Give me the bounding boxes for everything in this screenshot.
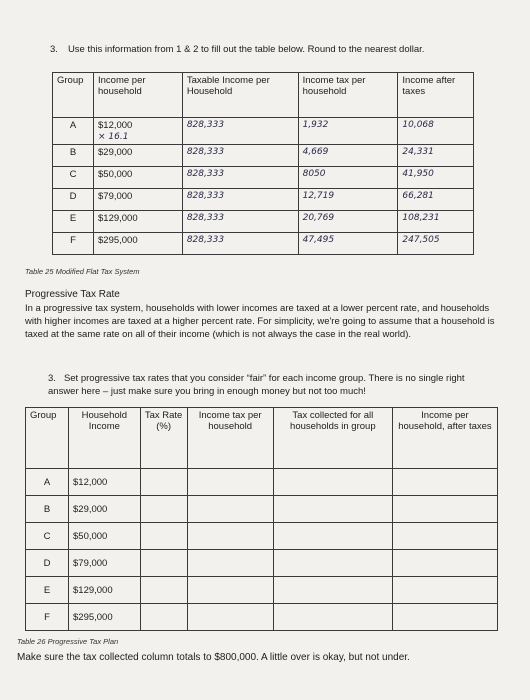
tax-cell[interactable] (187, 604, 273, 631)
group-cell: B (26, 496, 69, 523)
header-tax: Income tax per household (187, 408, 273, 469)
rate-cell[interactable] (140, 496, 187, 523)
income-cell (94, 118, 183, 145)
after-cell[interactable] (392, 496, 497, 523)
taxable-cell[interactable]: 828,333 (182, 211, 298, 233)
after-cell[interactable] (392, 550, 497, 577)
after-cell[interactable] (392, 577, 497, 604)
group-cell: E (53, 211, 94, 233)
after-cell[interactable] (392, 523, 497, 550)
header-income: Income per household (94, 73, 183, 118)
tax-cell[interactable]: 1,932 (298, 118, 398, 145)
table-26-caption: Table 26 Progressive Tax Plan (17, 637, 119, 646)
question-3-flat (50, 44, 424, 55)
rate-cell[interactable] (140, 604, 187, 631)
rate-cell[interactable] (140, 523, 187, 550)
taxable-cell[interactable]: 828,333 (182, 118, 298, 145)
group-cell: C (53, 167, 94, 189)
question-text: Set progressive tax rates that you consider “fair” for each income group. There is no single right answer here – just make sure you bring in enough money but not too much! (48, 373, 465, 397)
after-cell[interactable]: 24,331 (398, 145, 474, 167)
question-3-progressive (48, 372, 488, 398)
after-cell[interactable]: 41,950 (398, 167, 474, 189)
income-cell: $295,000 (69, 604, 141, 631)
table-row (53, 167, 474, 189)
table-row (26, 523, 498, 550)
tax-cell[interactable] (187, 496, 273, 523)
income-cell: $79,000 (69, 550, 141, 577)
table-row (53, 118, 474, 145)
table-row (26, 550, 498, 577)
taxable-cell[interactable]: 828,333 (182, 233, 298, 255)
taxable-cell[interactable]: 828,333 (182, 167, 298, 189)
tax-cell[interactable] (187, 550, 273, 577)
income-cell: $129,000 (94, 211, 183, 233)
collected-cell[interactable] (273, 604, 392, 631)
income-cell: $12,000 (69, 469, 141, 496)
header-tax: Income tax per household (298, 73, 398, 118)
table-row (53, 211, 474, 233)
header-group: Group (26, 408, 69, 469)
group-cell: A (53, 118, 94, 145)
tax-cell[interactable] (187, 469, 273, 496)
collected-cell[interactable] (273, 577, 392, 604)
tax-cell[interactable] (187, 577, 273, 604)
taxable-cell[interactable]: 828,333 (182, 189, 298, 211)
income-value: $12,000 (98, 120, 133, 131)
income-cell: $50,000 (69, 523, 141, 550)
header-taxable: Taxable Income per Household (182, 73, 298, 118)
tax-cell[interactable]: 47,495 (298, 233, 398, 255)
header-after: Income per household, after taxes (392, 408, 497, 469)
after-cell[interactable] (392, 469, 497, 496)
header-rate: Tax Rate (%) (140, 408, 187, 469)
group-cell: F (26, 604, 69, 631)
after-cell[interactable]: 108,231 (398, 211, 474, 233)
after-cell[interactable]: 10,068 (398, 118, 474, 145)
table-row (26, 577, 498, 604)
group-cell: C (26, 523, 69, 550)
rate-cell[interactable] (140, 577, 187, 604)
section-title: Progressive Tax Rate (25, 289, 120, 300)
tax-cell[interactable]: 8050 (298, 167, 398, 189)
tax-cell[interactable]: 12,719 (298, 189, 398, 211)
progressive-tax-table (25, 407, 498, 631)
income-cell: $295,000 (94, 233, 183, 255)
group-cell: B (53, 145, 94, 167)
after-cell[interactable] (392, 604, 497, 631)
section-paragraph: In a progressive tax system, households with lower incomes are taxed at a lower percent rate, and households with higher incomes are taxed at a higher percent rate. For simplicity, we're going to assume that a household is taxed at the same rate on all of their income (which is not always the case in the real world). (25, 303, 495, 340)
header-after: Income after taxes (398, 73, 474, 118)
collected-cell[interactable] (273, 469, 392, 496)
collected-cell[interactable] (273, 550, 392, 577)
header-collected: Tax collected for all households in group (273, 408, 392, 469)
table-row (26, 496, 498, 523)
tax-cell[interactable] (187, 523, 273, 550)
rate-cell[interactable] (140, 469, 187, 496)
group-cell: E (26, 577, 69, 604)
tax-cell[interactable]: 20,769 (298, 211, 398, 233)
income-cell: $129,000 (69, 577, 141, 604)
rate-cell[interactable] (140, 550, 187, 577)
income-cell: $79,000 (94, 189, 183, 211)
group-cell: D (53, 189, 94, 211)
table-25-caption: Table 25 Modified Flat Tax System (25, 267, 140, 276)
after-cell[interactable]: 66,281 (398, 189, 474, 211)
table-row (53, 189, 474, 211)
income-cell: $29,000 (69, 496, 141, 523)
taxable-cell[interactable]: 828,333 (182, 145, 298, 167)
collected-cell[interactable] (273, 496, 392, 523)
table-row (26, 604, 498, 631)
handwritten-note: × 16.1 (98, 132, 129, 142)
instruction-footer: Make sure the tax collected column totals to $800,000. A little over is okay, but not under. (17, 652, 410, 663)
table-header-row (26, 408, 498, 469)
group-cell: F (53, 233, 94, 255)
header-income: Household Income (69, 408, 141, 469)
table-row (53, 233, 474, 255)
header-group: Group (53, 73, 94, 118)
table-row (53, 145, 474, 167)
income-cell: $50,000 (94, 167, 183, 189)
group-cell: A (26, 469, 69, 496)
question-number: 3. (50, 44, 58, 55)
table-row (26, 469, 498, 496)
income-cell: $29,000 (94, 145, 183, 167)
table-header-row (53, 73, 474, 118)
group-cell: D (26, 550, 69, 577)
question-number: 3. (48, 373, 56, 384)
tax-cell[interactable]: 4,669 (298, 145, 398, 167)
flat-tax-table (52, 72, 474, 255)
question-text: Use this information from 1 & 2 to fill out the table below. Round to the nearest dollar. (67, 44, 425, 55)
collected-cell[interactable] (273, 523, 392, 550)
after-cell[interactable]: 247,505 (398, 233, 474, 255)
